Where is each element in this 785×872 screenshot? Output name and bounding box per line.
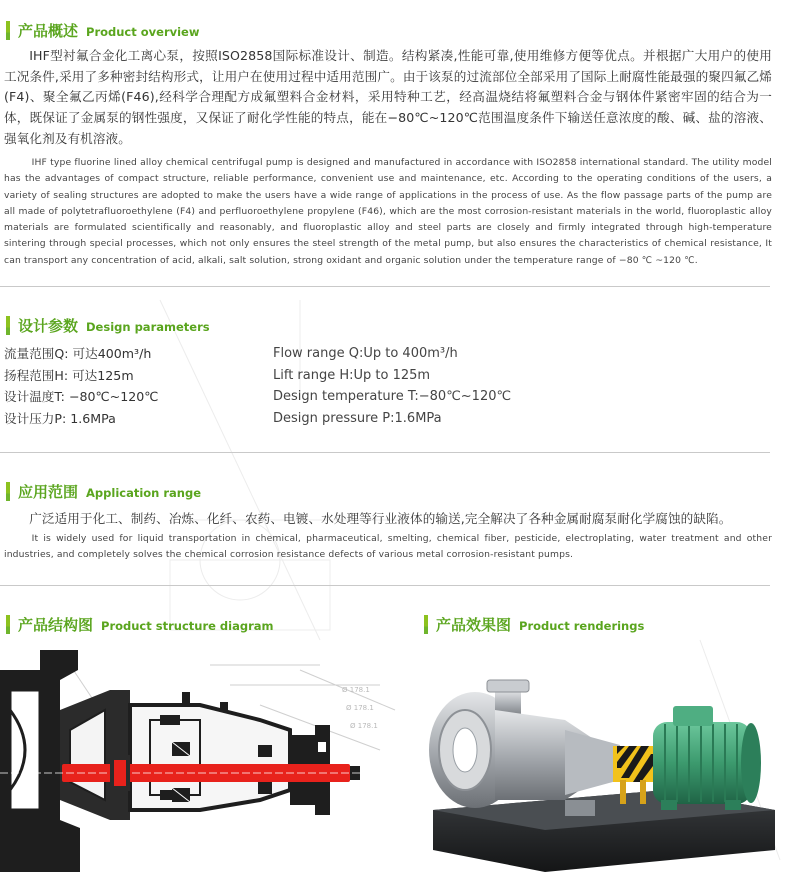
param-en-lift: Lift range H:Up to 125m [273, 368, 431, 383]
divider-3 [0, 585, 770, 586]
heading-bar [6, 482, 10, 501]
pump-rendering-image [425, 650, 785, 872]
param-cn-flow: 流量范围Q: 可达400m³/h [4, 346, 152, 361]
application-heading [6, 481, 201, 502]
application-title-en: Application range [86, 486, 202, 500]
application-text-en: It is widely used for liquid transportation in chemical, pharmaceutical, smelting, chemical fiber, pesticide, electroplating, water treatment and other industries, and completely solves the chemical corrosion resistance defects of various metal corrosion-resistant pumps. [4, 533, 772, 561]
structure-title-en: Product structure diagram [101, 619, 274, 633]
overview-text-cn: IHF型衬氟合金化工离心泵，按照ISO2858国际标准设计、制造。结构紧凑,性能可靠,使用维修方便等优点。并根据广大用户的使用工况条件,采用了多种密封结构形式，让用户在使用过程中适用范围广。由于该泵的过流部位全部采用了国际上耐腐性能最强的聚四氟乙烯(F4)、聚全氟乙丙烯(F46),经科学合理配方成氟塑料合金材料，采用特种工艺，经高温烧结将氟塑料合金与钢体件紧密牢固的结合为一体，既保证了金属泵的钢性强度，又保证了耐化学性能的特点，能在−80℃~120℃范围温度条件下输送任意浓度的酸、碱、盐的溶液、强氧化剂及有机溶液。 [4, 48, 772, 146]
divider-2 [0, 452, 770, 453]
design-title-en: Design parameters [86, 320, 210, 334]
structure-title-cn: 产品结构图 [18, 616, 94, 634]
design-heading [6, 315, 210, 336]
svg-text:Ø 178.1: Ø 178.1 [342, 686, 370, 694]
application-title-cn: 应用范围 [18, 483, 79, 501]
heading-bar [424, 615, 428, 634]
param-en-temp: Design temperature T:−80℃~120℃ [273, 389, 512, 404]
param-cn-lift: 扬程范围H: 可达125m [4, 368, 134, 383]
svg-text:Ø 178.1: Ø 178.1 [350, 722, 378, 730]
structure-heading [6, 614, 274, 635]
overview-title-cn: 产品概述 [18, 22, 79, 40]
renderings-heading [424, 614, 644, 635]
param-cn-pressure: 设计压力P: 1.6MPa [4, 411, 116, 426]
application-text-cn: 广泛适用于化工、制药、冶炼、化纤、农药、电镀、水处理等行业液体的输送,完全解决了各种金属耐腐泵耐化学腐蚀的缺陷。 [29, 511, 732, 526]
svg-text:Ø 178.1: Ø 178.1 [346, 704, 374, 712]
heading-bar [6, 316, 10, 335]
param-en-pressure: Design pressure P:1.6MPa [273, 411, 442, 426]
pump-structure-diagram [0, 650, 400, 872]
design-title-cn: 设计参数 [18, 317, 79, 335]
overview-title-en: Product overview [86, 25, 200, 39]
overview-heading [6, 20, 199, 41]
overview-text-en: IHF type fluorine lined alloy chemical centrifugal pump is designed and manufactured in accordance with ISO2858 international standard. The utility model has the advantages of compact structure, reliable performance, convenient use and maintenance, etc. According to the operating conditions of the users, a variety of sealing structures are adopted to make the users have a wide range of applications in the process of use. As the flow passage parts of the pump are all made of polytetrafluoroethylene (F4) and perfluoroethylene propylene (F46), which are the most corrosion-resistant materials in the world, fluoroplastic alloy materials are formulated scientifically and reasonably, and fluoroplastic alloy and steel parts are closely and firmly integrated through high-temperature sintering through special processes, which not only ensures the steel strength of the metal pump, but also ensures the characteristics of chemical resistance, It can transport any concentration of acid, alkali, salt solution, strong oxidant and organic solution under the temperature range of −80 ℃ ~120 ℃. [4, 157, 772, 266]
heading-bar [6, 615, 10, 634]
param-cn-temp: 设计温度T: −80℃~120℃ [4, 389, 159, 404]
renderings-title-cn: 产品效果图 [436, 616, 512, 634]
renderings-title-en: Product renderings [519, 619, 645, 633]
heading-bar [6, 21, 10, 40]
param-en-flow: Flow range Q:Up to 400m³/h [273, 346, 458, 361]
divider-1 [0, 286, 770, 287]
